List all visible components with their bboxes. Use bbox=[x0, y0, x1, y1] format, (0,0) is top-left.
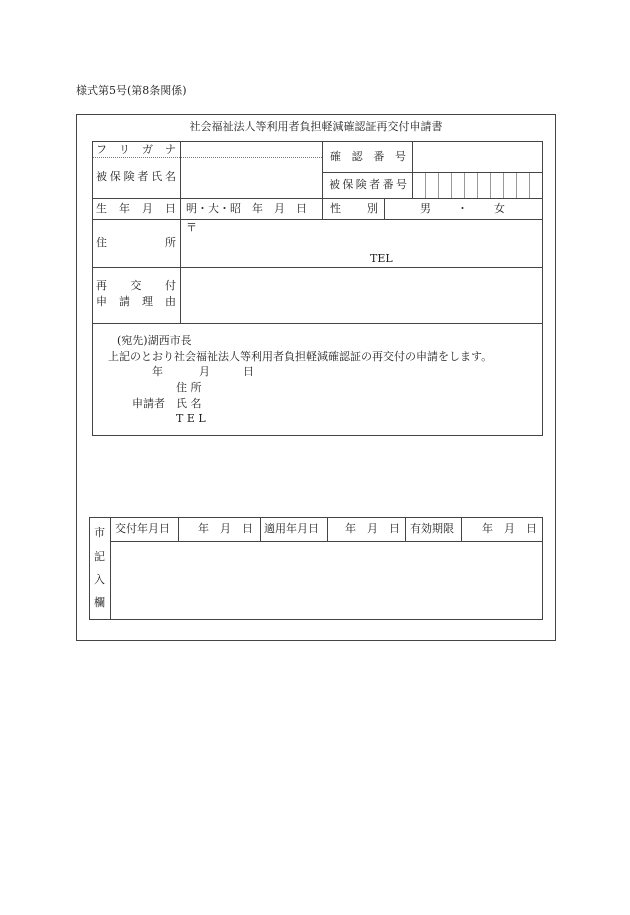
address-label: 住 所 bbox=[96, 236, 176, 249]
issue-date-ymd: 年 月 日 bbox=[198, 522, 253, 535]
form-title: 社会福祉法人等利用者負担軽減確認証再交付申請書 bbox=[189, 120, 443, 133]
declaration-text: 上記のとおり社会福祉法人等利用者負担軽減確認証の再交付の申請をします。 bbox=[108, 350, 493, 363]
side-label-2: 記 bbox=[94, 550, 105, 563]
sex-options: 男 ・ 女 bbox=[420, 202, 505, 215]
form-reference: 様式第5号(第8条関係) bbox=[76, 84, 187, 97]
side-label-3: 入 bbox=[94, 573, 105, 586]
expiry-ymd: 年 月 日 bbox=[482, 522, 537, 535]
birthdate-label: 生 年 月 日 bbox=[96, 202, 176, 215]
declaration-day: 日 bbox=[243, 365, 254, 378]
expiry-label: 有効期限 bbox=[410, 522, 454, 535]
reason-label: 申 請 理 由 bbox=[96, 295, 176, 308]
applicant-address-label: 住 所 bbox=[176, 381, 202, 394]
apply-date-ymd: 年 月 日 bbox=[345, 522, 400, 535]
tel-label: TEL bbox=[370, 252, 393, 265]
applicant-label: 申請者 bbox=[132, 397, 165, 410]
side-label-1: 市 bbox=[94, 526, 105, 539]
insured-name-label: 被 保 険 者 氏 名 bbox=[96, 170, 176, 183]
era-choices: 明・大・昭 年 月 日 bbox=[186, 202, 307, 215]
side-label-4: 欄 bbox=[94, 596, 105, 609]
reissue-label: 再 交 付 bbox=[96, 279, 176, 292]
insured-number-label: 被 保 険 者 番 号 bbox=[329, 178, 407, 191]
applicant-tel-label: T E L bbox=[176, 412, 206, 425]
confirm-number-label: 確 認 番 号 bbox=[330, 150, 406, 163]
postal-mark: 〒 bbox=[186, 221, 197, 234]
issue-date-label: 交付年月日 bbox=[115, 522, 170, 535]
applicant-name-label: 氏 名 bbox=[176, 397, 202, 410]
apply-date-label: 適用年月日 bbox=[264, 522, 319, 535]
declaration-year: 年 bbox=[152, 365, 163, 378]
furigana-label: フ リ ガ ナ bbox=[96, 143, 176, 156]
sex-label: 性 別 bbox=[330, 202, 378, 215]
declaration-month: 月 bbox=[199, 365, 210, 378]
addressee: (宛先)湖西市長 bbox=[117, 334, 192, 347]
